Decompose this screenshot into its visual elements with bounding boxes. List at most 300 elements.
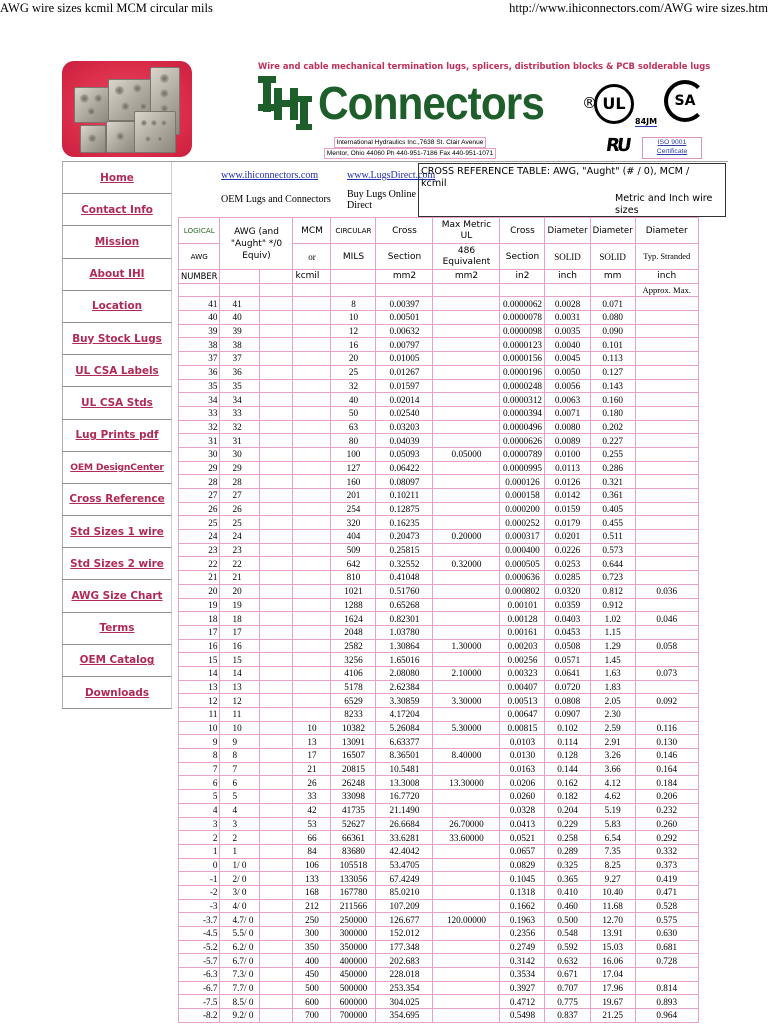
table-cell: 0.2356	[500, 927, 545, 941]
table-cell: 26	[220, 502, 260, 516]
header-cell: 486 Equivalent	[433, 244, 500, 270]
table-cell: 4	[179, 803, 220, 817]
table-cell: 1/ 0	[220, 858, 260, 872]
table-row	[179, 899, 699, 913]
table-row	[179, 598, 699, 612]
table-cell: 400000	[331, 954, 376, 968]
table-cell: 0.0050	[545, 365, 590, 379]
table-cell: 0.00161	[500, 625, 545, 639]
table-cell	[635, 475, 698, 489]
table-cell: 0.0657	[500, 844, 545, 858]
table-cell: 40	[220, 311, 260, 325]
table-cell: 0.32552	[376, 557, 433, 571]
table-cell: 13	[220, 680, 260, 694]
table-cell: 0.0201	[545, 530, 590, 544]
table-cell: 0.00407	[500, 680, 545, 694]
nav-link[interactable]: Std Sizes 1 wire	[70, 525, 164, 538]
iso-certificate-link[interactable]	[642, 137, 702, 159]
table-cell: 0.0453	[545, 625, 590, 639]
table-cell: 1.65016	[376, 653, 433, 667]
table-cell: 0.255	[590, 447, 635, 461]
table-cell: 0.130	[635, 735, 698, 749]
table-cell: 0.02014	[376, 393, 433, 407]
table-cell	[635, 502, 698, 516]
table-cell: 5	[179, 790, 220, 804]
table-cell: 0.116	[635, 721, 698, 735]
table-cell: 50	[331, 406, 376, 420]
table-cell: 0.092	[635, 694, 698, 708]
page-title: AWG wire sizes kcmil MCM circular mils	[0, 1, 213, 15]
table-cell: 33.6281	[376, 831, 433, 845]
table-cell	[635, 420, 698, 434]
header-cell: Max Metric UL	[433, 218, 500, 244]
table-row	[179, 584, 699, 598]
table-cell: 0.0000312	[500, 393, 545, 407]
table-cell: 0.0206	[500, 776, 545, 790]
sidebar-item-contact-info[interactable]	[62, 194, 172, 226]
table-cell: 0.01005	[376, 352, 433, 366]
table-row	[179, 885, 699, 899]
table-cell: 0.00632	[376, 324, 433, 338]
nav-link[interactable]: Home	[100, 171, 134, 184]
table-cell: 1.29	[590, 639, 635, 653]
table-cell: 0.3534	[500, 968, 545, 982]
table-cell: 33	[220, 406, 260, 420]
table-cell	[433, 968, 500, 982]
table-row	[179, 1009, 699, 1023]
print-header	[0, 0, 768, 20]
table-cell: 33098	[331, 790, 376, 804]
table-cell: 0.04039	[376, 434, 433, 448]
sidebar-item-oem-design-center[interactable]	[62, 452, 172, 484]
table-row	[179, 694, 699, 708]
table-cell: 0.0571	[545, 653, 590, 667]
table-cell: 0.373	[635, 858, 698, 872]
table-cell: 8233	[331, 708, 376, 722]
table-cell	[433, 803, 500, 817]
header-cell: inch	[635, 270, 698, 284]
table-cell: 1.15	[590, 625, 635, 639]
table-cell: 0.707	[545, 981, 590, 995]
table-cell: 0.4712	[500, 995, 545, 1009]
table-cell: 0.03203	[376, 420, 433, 434]
table-cell: 250000	[331, 913, 376, 927]
table-cell: 1.45	[590, 653, 635, 667]
table-cell: 19.67	[590, 995, 635, 1009]
table-cell: 0.000505	[500, 557, 545, 571]
table-cell: 21	[220, 571, 260, 585]
header-cell: Typ. Stranded	[635, 244, 698, 270]
table-cell: 0.058	[635, 639, 698, 653]
table-cell: 28	[220, 475, 260, 489]
iso-line-2: Certificate	[656, 148, 688, 155]
table-cell: 0.410	[545, 885, 590, 899]
table-cell: 0.289	[545, 844, 590, 858]
sidebar-item-std-sizes-2-wire[interactable]	[62, 548, 172, 580]
table-cell	[293, 680, 331, 694]
table-cell	[293, 653, 331, 667]
nav-link[interactable]: Buy Stock Lugs	[72, 332, 162, 345]
nav-link[interactable]: UL CSA Labels	[75, 364, 159, 377]
table-cell	[635, 324, 698, 338]
table-cell: 26	[293, 776, 331, 790]
table-cell: 0.000252	[500, 516, 545, 530]
table-cell: 8	[331, 297, 376, 311]
table-cell: 500	[293, 981, 331, 995]
table-cell: 10	[179, 721, 220, 735]
table-cell: 304.025	[376, 995, 433, 1009]
table-cell: 16	[331, 338, 376, 352]
sidebar-item-ul-csa-labels[interactable]	[62, 355, 172, 387]
table-cell: 1.02	[590, 612, 635, 626]
table-cell	[635, 557, 698, 571]
table-cell	[433, 461, 500, 475]
table-cell: 53.4705	[376, 858, 433, 872]
table-row	[179, 516, 699, 530]
table-row	[179, 653, 699, 667]
table-cell: 21.1490	[376, 803, 433, 817]
table-cell: 120.00000	[433, 913, 500, 927]
table-cell	[293, 420, 331, 434]
table-cell: 0.0403	[545, 612, 590, 626]
address-line-2: Mentor, Ohio 44060 Ph 440-951-7186 Fax 440-951-1071	[324, 148, 496, 159]
header-cell: inch	[545, 270, 590, 284]
table-cell	[293, 557, 331, 571]
table-cell	[433, 872, 500, 886]
sidebar-item-std-sizes-1-wire[interactable]	[62, 516, 172, 548]
table-cell	[433, 297, 500, 311]
table-cell: 500000	[331, 981, 376, 995]
table-cell: 0.548	[545, 927, 590, 941]
table-cell: 600	[293, 995, 331, 1009]
table-row	[179, 434, 699, 448]
table-row	[179, 639, 699, 653]
table-cell: 0.3142	[500, 954, 545, 968]
sidebar-item-oem-catalog[interactable]	[62, 645, 172, 677]
table-cell	[635, 434, 698, 448]
table-row	[179, 762, 699, 776]
table-cell: 10.40	[590, 885, 635, 899]
ihiconnectors-desc: OEM Lugs and Connectors	[221, 194, 331, 205]
table-cell: 0.0179	[545, 516, 590, 530]
table-cell: 0.286	[590, 461, 635, 475]
table-cell: 25	[220, 516, 260, 530]
table-cell: 0.202	[590, 420, 635, 434]
table-cell: 0.511	[590, 530, 635, 544]
table-cell: 253.354	[376, 981, 433, 995]
table-cell: -7.5	[179, 995, 220, 1009]
nav-link[interactable]: Lug Prints pdf	[75, 429, 159, 442]
table-cell: 9.27	[590, 872, 635, 886]
table-cell	[293, 502, 331, 516]
table-cell: 31	[179, 434, 220, 448]
table-cell: 3.30859	[376, 694, 433, 708]
table-cell: 7.3/ 0	[220, 968, 260, 982]
table-cell: 0.592	[545, 940, 590, 954]
table-cell: 202.683	[376, 954, 433, 968]
table-cell: 0.0130	[500, 749, 545, 763]
table-cell: 0.1662	[500, 899, 545, 913]
table-cell: 12	[220, 694, 260, 708]
nav-link[interactable]: Mission	[94, 235, 140, 248]
sidebar-item-location[interactable]	[62, 291, 172, 323]
table-cell	[635, 461, 698, 475]
sidebar-item-ul-csa-stds[interactable]	[62, 387, 172, 419]
table-cell	[433, 735, 500, 749]
table-cell	[433, 420, 500, 434]
table-cell: 32	[331, 379, 376, 393]
table-cell: 0.182	[545, 790, 590, 804]
table-cell: 36	[179, 365, 220, 379]
sidebar-item-terms[interactable]	[62, 613, 172, 645]
table-row	[179, 379, 699, 393]
table-cell: 0.0089	[545, 434, 590, 448]
table-cell: 31	[220, 434, 260, 448]
table-cell: 25	[331, 365, 376, 379]
address-line-1: International Hydraulics Inc.,7638 St. Clair Avenue	[334, 137, 487, 148]
table-cell: 16.7720	[376, 790, 433, 804]
table-cell	[635, 625, 698, 639]
table-cell: 0.260	[635, 817, 698, 831]
table-cell: 105518	[331, 858, 376, 872]
table-cell: 0.0000995	[500, 461, 545, 475]
nav-link[interactable]: Terms	[99, 622, 135, 635]
table-cell: 26248	[331, 776, 376, 790]
table-cell	[433, 571, 500, 585]
table-cell: 9	[220, 735, 260, 749]
table-cell: 6	[179, 776, 220, 790]
table-cell: 0.000126	[500, 475, 545, 489]
table-cell: 23	[179, 543, 220, 557]
table-cell	[293, 625, 331, 639]
table-cell: 0.05000	[433, 447, 500, 461]
table-cell: 3/ 0	[220, 885, 260, 899]
nav-link[interactable]: Downloads	[84, 686, 150, 699]
table-cell: 0.912	[590, 598, 635, 612]
table-cell: 0.0829	[500, 858, 545, 872]
table-cell: 3	[179, 817, 220, 831]
table-cell: 26.70000	[433, 817, 500, 831]
table-row	[179, 708, 699, 722]
ihiconnectors-link[interactable]: www.ihiconnectors.com	[221, 170, 319, 181]
lugsdirect-link[interactable]: www.LugsDirect.com	[347, 170, 436, 181]
table-cell: 12.70	[590, 913, 635, 927]
table-cell: 9.2/ 0	[220, 1009, 260, 1023]
table-cell: 0.232	[635, 803, 698, 817]
table-cell: 0.0260	[500, 790, 545, 804]
header-cell	[220, 270, 260, 284]
table-cell: 0.0000098	[500, 324, 545, 338]
table-cell: 38	[179, 338, 220, 352]
table-row	[179, 557, 699, 571]
table-cell: 85.0210	[376, 885, 433, 899]
table-cell: 3.30000	[433, 694, 500, 708]
nav-link[interactable]: AWG Size Chart	[71, 590, 163, 603]
table-cell: 39	[220, 324, 260, 338]
table-cell: 0.0056	[545, 379, 590, 393]
ihi-connectors-logo[interactable]	[256, 74, 546, 136]
table-cell: 10	[293, 721, 331, 735]
table-cell	[433, 612, 500, 626]
nav-link[interactable]: OEM Catalog	[79, 654, 155, 667]
table-row	[179, 776, 699, 790]
table-cell: 0.814	[635, 981, 698, 995]
table-cell: 32	[179, 420, 220, 434]
sidebar-item-lug-prints-pdf[interactable]	[62, 420, 172, 452]
table-cell: 300000	[331, 927, 376, 941]
table-cell: 0.160	[590, 393, 635, 407]
sidebar-item-buy-stock-lugs[interactable]	[62, 323, 172, 355]
nav-link[interactable]: OEM DesignCenter	[70, 461, 164, 473]
sidebar-item-about-ihi[interactable]	[62, 259, 172, 291]
table-cell: 0.0000156	[500, 352, 545, 366]
ul-code-link[interactable]: 84JM	[635, 117, 658, 126]
nav-link[interactable]: Contact Info	[81, 203, 153, 216]
table-row	[179, 749, 699, 763]
cross-reference-title: CROSS REFERENCE TABLE: AWG, "Aught" (# / 0), MCM / kcmil	[421, 166, 690, 189]
table-cell: 0.00397	[376, 297, 433, 311]
header-cell: Section	[376, 244, 433, 270]
sidebar-item-cross-reference[interactable]	[62, 484, 172, 516]
table-cell: 0.0142	[545, 489, 590, 503]
table-cell	[635, 968, 698, 982]
table-cell	[433, 940, 500, 954]
table-cell: 27	[220, 489, 260, 503]
awg-cross-reference-table	[178, 217, 699, 1023]
table-cell: 13	[293, 735, 331, 749]
header-row	[179, 218, 699, 244]
table-cell: 0.405	[590, 502, 635, 516]
table-cell: 33	[293, 790, 331, 804]
table-cell: 0.02540	[376, 406, 433, 420]
table-cell: 2.91	[590, 735, 635, 749]
table-cell: 11	[179, 708, 220, 722]
table-row	[179, 721, 699, 735]
table-cell: 84	[293, 844, 331, 858]
table-cell: 5.5/ 0	[220, 927, 260, 941]
registered-mark: ®	[582, 94, 597, 112]
table-cell: 450000	[331, 968, 376, 982]
sidebar-item-downloads[interactable]	[62, 677, 172, 709]
table-cell: 34	[179, 393, 220, 407]
table-cell: 3.26	[590, 749, 635, 763]
table-cell	[293, 530, 331, 544]
table-row	[179, 680, 699, 694]
table-cell: 2.30	[590, 708, 635, 722]
table-cell: 26	[179, 502, 220, 516]
units-row	[179, 270, 699, 284]
table-cell: 22	[179, 557, 220, 571]
table-cell	[293, 379, 331, 393]
table-cell: 2.62384	[376, 680, 433, 694]
tagline: Wire and cable mechanical termination lugs, splicers, distribution blocks & PCB solderable lugs	[258, 61, 711, 71]
table-cell: 9	[179, 735, 220, 749]
table-row	[179, 940, 699, 954]
table-cell: 177.348	[376, 940, 433, 954]
table-cell: 700	[293, 1009, 331, 1023]
header-cell: MCM	[293, 218, 331, 244]
table-cell: 0.471	[635, 885, 698, 899]
table-cell: 3.66	[590, 762, 635, 776]
table-cell: 37	[179, 352, 220, 366]
table-cell: 13	[179, 680, 220, 694]
table-cell	[635, 543, 698, 557]
table-cell	[635, 297, 698, 311]
table-cell: 0.01267	[376, 365, 433, 379]
table-cell: 600000	[331, 995, 376, 1009]
table-cell	[293, 365, 331, 379]
table-cell: 1.03780	[376, 625, 433, 639]
table-cell: 0.681	[635, 940, 698, 954]
table-cell: 0.812	[590, 584, 635, 598]
header-cell: MILS	[331, 244, 376, 270]
table-cell: 2/ 0	[220, 872, 260, 886]
sidebar-item-awg-size-chart[interactable]	[62, 580, 172, 612]
table-cell: 0.632	[545, 954, 590, 968]
header-cell: mm	[590, 270, 635, 284]
company-address	[300, 137, 520, 159]
table-cell: -5.2	[179, 940, 220, 954]
table-row	[179, 954, 699, 968]
table-cell: 106	[293, 858, 331, 872]
table-row	[179, 530, 699, 544]
table-row	[179, 666, 699, 680]
sidebar-item-home[interactable]	[62, 162, 172, 194]
table-cell	[433, 927, 500, 941]
table-cell	[635, 489, 698, 503]
table-cell: 133	[293, 872, 331, 886]
nav-link[interactable]: About IHI	[89, 268, 145, 281]
table-cell: 2.59	[590, 721, 635, 735]
nav-link[interactable]: Location	[92, 300, 142, 313]
table-cell: 152.012	[376, 927, 433, 941]
table-cell: 509	[331, 543, 376, 557]
table-cell: 17.96	[590, 981, 635, 995]
table-cell: 0.671	[545, 968, 590, 982]
table-cell	[433, 584, 500, 598]
table-cell: 0.292	[635, 831, 698, 845]
table-cell: 0.00101	[500, 598, 545, 612]
table-cell: 0.114	[545, 735, 590, 749]
table-cell: 0.0163	[500, 762, 545, 776]
table-cell: 0.000802	[500, 584, 545, 598]
table-cell: 0.0000394	[500, 406, 545, 420]
table-cell: 201	[331, 489, 376, 503]
table-cell: 0.0159	[545, 502, 590, 516]
lugs-photo	[62, 61, 192, 157]
nav-link[interactable]: Std Sizes 2 wire	[70, 557, 164, 570]
table-cell: 0.0285	[545, 571, 590, 585]
table-cell: 3256	[331, 653, 376, 667]
table-cell: 6	[220, 776, 260, 790]
table-cell: 254	[331, 502, 376, 516]
table-cell: 2	[179, 831, 220, 845]
table-cell: 0.500	[545, 913, 590, 927]
table-cell	[293, 352, 331, 366]
sidebar-item-mission[interactable]	[62, 226, 172, 258]
header-cell: NUMBER	[179, 270, 220, 284]
table-cell: 12	[179, 694, 220, 708]
nav-link[interactable]: Cross Reference	[69, 493, 165, 506]
header-cell	[260, 270, 293, 284]
nav-link[interactable]: UL CSA Stds	[81, 396, 153, 409]
table-cell: -8.2	[179, 1009, 220, 1023]
table-cell: 168	[293, 885, 331, 899]
table-cell: 20	[331, 352, 376, 366]
table-row	[179, 543, 699, 557]
table-cell: 8.5/ 0	[220, 995, 260, 1009]
table-cell: 35	[220, 379, 260, 393]
